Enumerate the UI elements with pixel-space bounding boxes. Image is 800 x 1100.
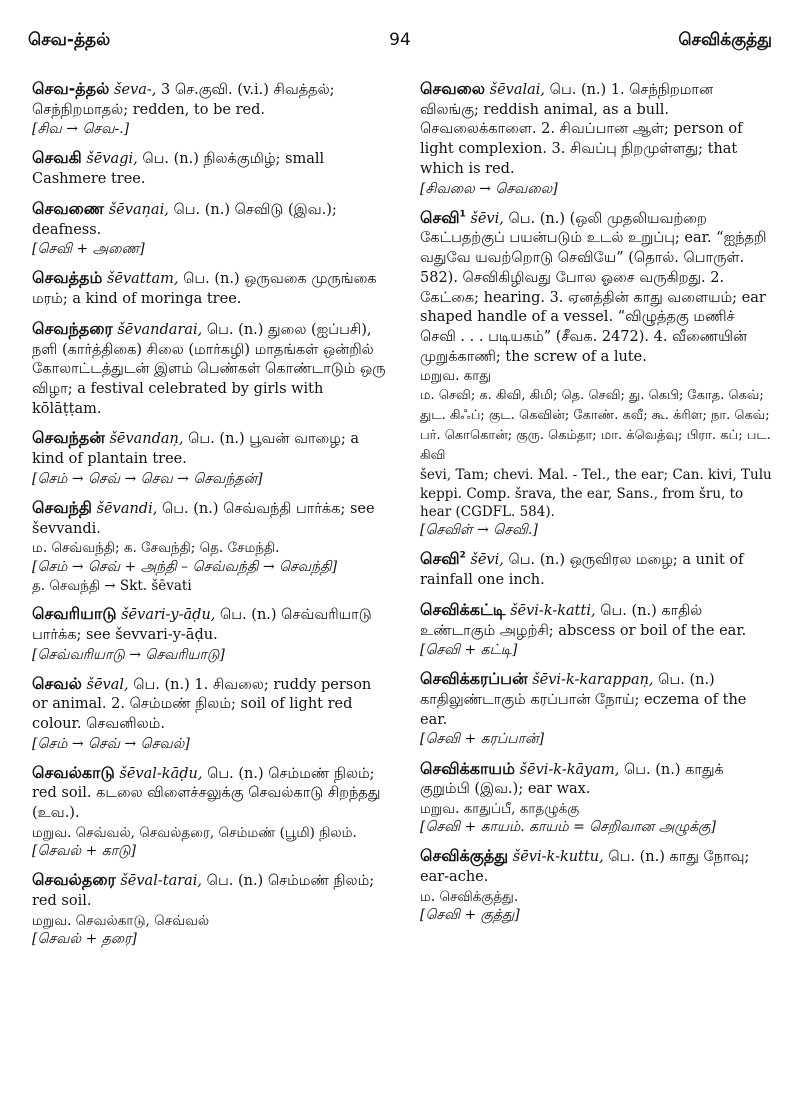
transliteration: šēvi-k-katti, — [510, 602, 596, 619]
dictionary-entry — [32, 267, 386, 309]
headword: செவி$^1$ — [420, 207, 466, 227]
headword: செவரியாடு — [32, 604, 117, 624]
etymology: [செவி + கட்டி] — [420, 642, 518, 659]
transliteration: šēvalai, — [489, 82, 546, 98]
headword: செவணை — [32, 198, 105, 218]
dictionary-entry — [420, 668, 774, 749]
definition: பெ. (n.) செம்மண் நிலம்; red soil. கடலை விளைச்சலுக்கு செவல்காடு சிறந்தது (உவ.). — [32, 765, 381, 822]
headword: செவிக்கட்டி — [420, 599, 506, 619]
transliteration: šēvandi, — [96, 500, 158, 517]
transliteration: šēvandarai, — [117, 321, 203, 338]
headword: செவல்தரை — [32, 870, 116, 890]
etymology: [செவி + குத்து] — [420, 907, 520, 924]
transliteration: ševa-, — [114, 82, 157, 98]
dictionary-entry — [32, 673, 386, 754]
headword: செவிக்காயம் — [420, 758, 515, 778]
page-header — [28, 30, 772, 60]
homonym-number: 1 — [459, 209, 466, 220]
definition: பெ. (n.) (ஒலி முதலியவற்றை கேட்பதற்குப் பயன்படும் உடல் உறுப்பு; ear. “ஐந்தறி வதுவே யவற்றொடு செவியே” (தொல். பொருள். 582). செவிகிழிவது போல ஓசை வருகிறது. 2. கேட்கை; hearing. 3. ஏனத்தின் காது வளையம்; ear shaped handle of a vessel. “விழுத்தகு மணிச் செவி . . . படியகம்” (சீவக. 2472). 4. வீணையின் முறுக்காணி; the screw of a lute. — [420, 210, 767, 365]
headword: செவிக்குத்து — [420, 846, 509, 866]
left-column — [32, 78, 386, 957]
header-right-guide-word: செவிக்குத்து — [678, 30, 772, 50]
homonym-number: 2 — [459, 551, 466, 562]
etymology: [செம் → செவ் → செவல்] — [32, 735, 190, 752]
headword: செவலை — [420, 79, 486, 98]
definition: பெ. (n.) 1. செந்நிறமான விலங்கு; reddish animal, as a bull. செவலைக்காளை. 2. சிவப்பான ஆள்; person of light complexion. 3. சிவப்பு நிறமுள்ளது; that which is red. — [420, 82, 743, 177]
etymology: [செவிள் → செவி.] — [420, 522, 538, 539]
cognates: ம. செவிக்குத்து. — [420, 888, 519, 905]
headword: செவல் — [32, 673, 82, 693]
definition: பெ. (n.) செவ்வந்தி பார்க்க; see ševvandi. — [32, 500, 375, 537]
transliteration: šēvari-y-āḍu, — [121, 607, 216, 624]
headword: செவந்தி — [32, 497, 92, 517]
headword: செவி$^2$ — [420, 549, 466, 569]
headword: செவந்தன் — [32, 428, 105, 448]
synonyms: மறுவ. செவ்வல், செவல்தரை, செம்மண் (பூமி) நிலம். — [32, 824, 357, 841]
definition: பெ. (n.) துலை (ஐப்பசி), நளி (கார்த்திகை) சிலை (மார்கழி) மாதங்கள் ஒன்றில் கோலாட்டத்துடன் இளம் பெண்கள் கொண்டாடும் ஒரு விழா; a festival celebrated by girls with kōlāṭṭam. — [32, 321, 386, 417]
transliteration: šēval, — [86, 676, 129, 693]
etymology: [செம் → செவ் + அந்தி – செவ்வந்தி → செவந்தி] — [32, 558, 338, 575]
definition: பெ. (n.) காதுக் குறும்பி (இவ.); ear wax. — [420, 761, 724, 798]
headword: செவிக்கரப்பன் — [420, 669, 528, 689]
transliteration: šēvi, — [470, 552, 504, 569]
cognates: ம. செவி; க. கிவி, கிமி; தெ. செவி; து. கெபி; கோத. கெவ்; துட. கிஃப்; குட. கெவின்; கோண். கவீ; கூ. க்ரிள; நா. கெவ்; பர். கொகொன்; குரு. கெம்தா; மா. க்வெத்வு; பிரா. கப்; பட. கிவி — [420, 387, 771, 464]
headword: செவல்காடு — [32, 762, 115, 782]
etymology: [செவி + காயம். காயம் = செறிவான அழுக்கு] — [420, 819, 717, 836]
definition: பெ. (n.) ஒருவிரல மழை; a unit of rainfall one inch. — [420, 552, 744, 589]
etymology: [செவி + கரப்பான்] — [420, 731, 545, 748]
page-number: 94 — [389, 30, 411, 50]
dictionary-entry — [420, 758, 774, 838]
transliteration: šēvaņai, — [108, 201, 169, 218]
headword: செவந்தரை — [32, 318, 113, 338]
dictionary-entry — [32, 318, 386, 420]
transliteration: šēval-tarai, — [120, 873, 203, 890]
dictionary-entry — [32, 762, 386, 862]
definition: பெ. (n.) காது நோவு; ear-ache. — [420, 849, 750, 886]
definition: பெ. (n.) காதில் உண்டாகும் அழற்சி; abscess or boil of the ear. — [420, 602, 747, 639]
right-column — [420, 78, 774, 933]
etymology: [செவி + அணை] — [32, 241, 145, 258]
definition: பெ. (n.) நிலக்குமிழ்; small Cashmere tree. — [32, 151, 325, 188]
etymology: [செவல் + காடு] — [32, 843, 136, 860]
etymology: [சிவலை → செவலை] — [420, 180, 558, 197]
headword: செவத்தம் — [32, 268, 103, 288]
definition: பெ. (n.) 1. சிவலை; ruddy person or animal. 2. செம்மண் நிலம்; soil of light red colour. செவனிலம். — [32, 676, 372, 732]
headword: செவ-த்தல் — [32, 79, 110, 98]
transliteration: šēvattam, — [106, 271, 179, 288]
dictionary-entry — [32, 78, 386, 139]
synonyms: மறுவ. செவல்காடு, செவ்வல் — [32, 912, 210, 929]
transliteration: šēvi-k-karappaņ, — [532, 672, 654, 689]
transliteration: šēvi-k-kuttu, — [512, 849, 604, 866]
synonyms: மறுவ. காது — [420, 368, 492, 385]
dictionary-entry — [32, 603, 386, 664]
transliteration: šēvagi, — [86, 151, 138, 168]
etymology: [செவ்வரியாடு → செவரியாடு] — [32, 646, 225, 663]
transliteration: šēval-kāḍu, — [119, 765, 203, 782]
dictionary-entry — [420, 599, 774, 660]
dictionary-entry — [420, 78, 774, 199]
dictionary-entry — [32, 147, 386, 189]
definition: பெ. (n.) ஒருவகை முருங்கை மரம்; a kind of moringa tree. — [32, 271, 377, 308]
dictionary-entry — [420, 207, 774, 541]
definition: 3 செ.குவி. (v.i.) சிவத்தல்; செந்நிறமாதல்; redden, to be red. — [32, 82, 335, 118]
definition: பெ. (n.) பூவன் வாழை; a kind of plantain tree. — [32, 431, 360, 468]
transliteration: šēvi, — [470, 210, 504, 227]
dictionary-entry — [32, 497, 386, 595]
note: த. செவந்தி → Skt. šēvati — [32, 577, 192, 594]
etymology: [சிவ → செவ-.] — [32, 121, 130, 138]
dictionary-entry — [32, 198, 386, 259]
definition: பெ. (n.) செவ்வரியாடு பார்க்க; see ševvari-y-āḍu. — [32, 607, 372, 643]
note: ševi, Tam; chevi. Mal. - Tel., the ear; Can. kivi, Tulu keppi. Comp. šrava, the ear, Sans., from šru, to hear (CGDFL. 584). — [420, 467, 772, 521]
cognates: ம. செவ்வந்தி; க. சேவந்தி; தெ. சேமந்தி. — [32, 540, 280, 557]
dictionary-entry — [32, 869, 386, 949]
transliteration: šēvi-k-kāyam, — [519, 761, 620, 778]
etymology: [செவல் + தரை] — [32, 931, 137, 948]
etymology: [செம் → செவ் → செவ → செவந்தன்] — [32, 470, 263, 487]
transliteration: šēvandaņ, — [109, 431, 184, 448]
header-left-guide-word: செவ-த்தல் — [28, 30, 111, 50]
definition: பெ. (n.) செவிடு (இவ.); deafness. — [32, 201, 337, 238]
dictionary-entry — [420, 548, 774, 590]
dictionary-entry — [32, 427, 386, 488]
headword: செவகி — [32, 148, 82, 168]
definition: பெ. (n.) செம்மண் நிலம்; red soil. — [32, 873, 375, 909]
dictionary-entry — [420, 845, 774, 925]
definition: பெ. (n.) காதிலுண்டாகும் கரப்பான் நோய்; eczema of the ear. — [420, 672, 747, 728]
synonyms: மறுவ. காதுப்பீ, காதழுக்கு — [420, 800, 580, 817]
